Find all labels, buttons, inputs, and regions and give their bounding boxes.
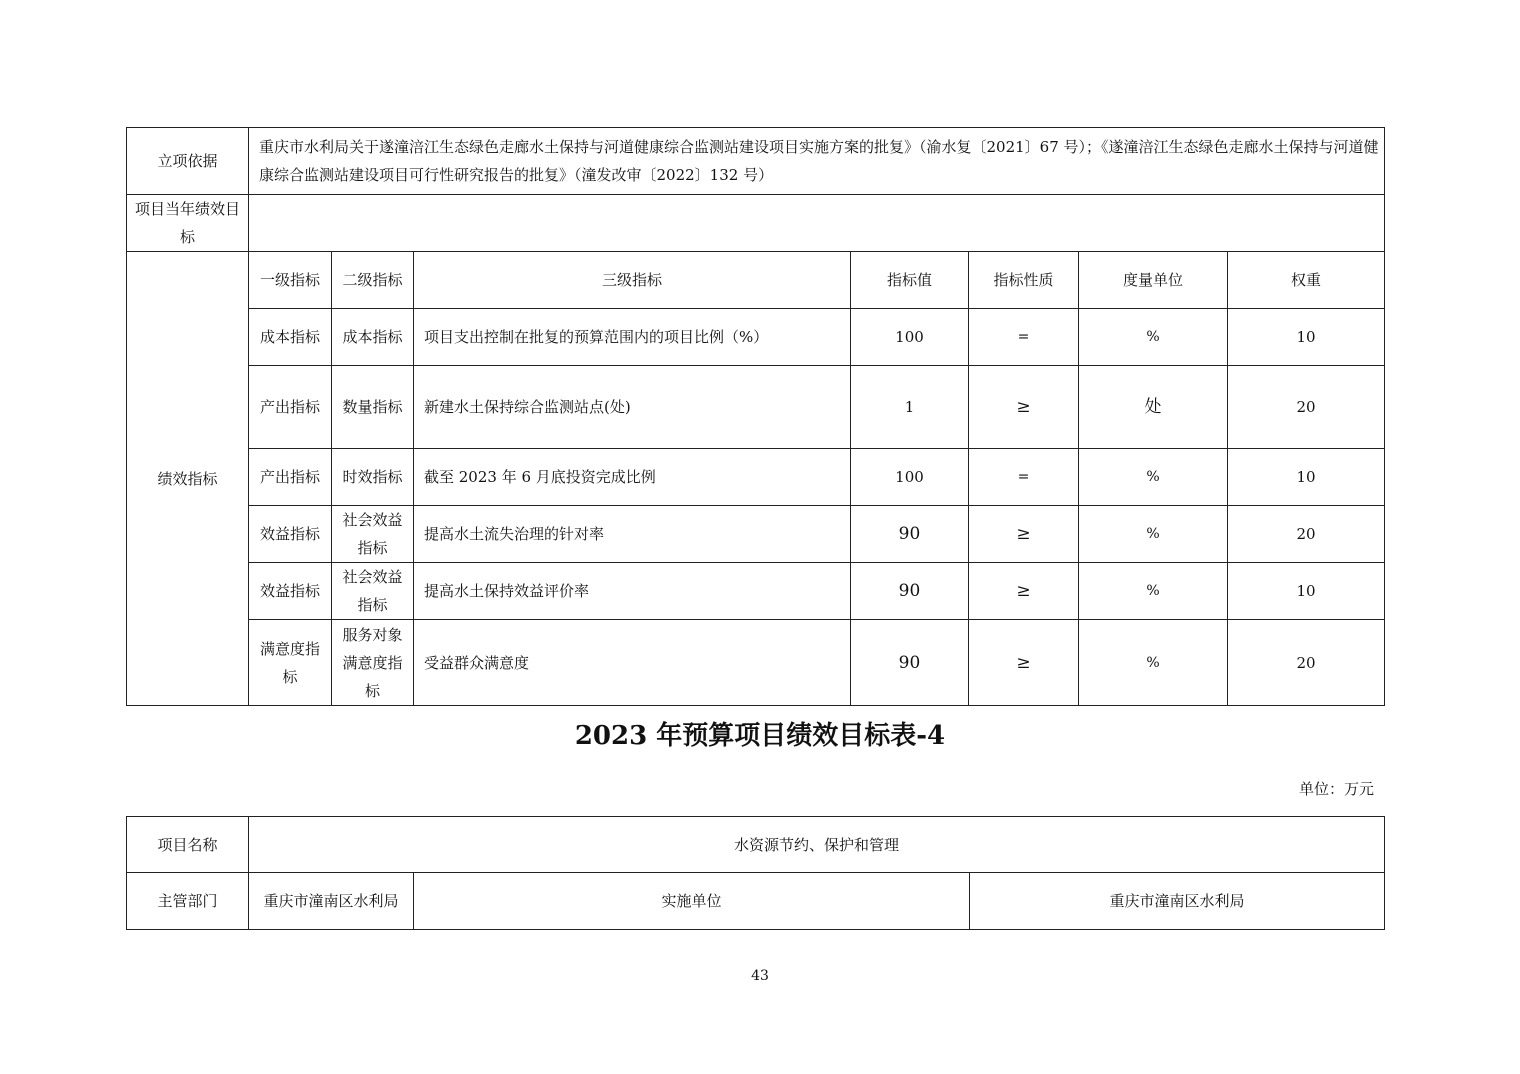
row-level2: 时效指标 (332, 449, 414, 506)
row-level1: 产出指标 (249, 449, 332, 506)
page-number: 43 (751, 968, 769, 984)
performance-indicators-table (126, 127, 1385, 706)
row-level3: 新建水土保持综合监测站点(处) (414, 366, 851, 449)
row-weight: 20 (1228, 620, 1385, 706)
impl-label: 实施单位 (414, 873, 970, 930)
table-row (127, 620, 1385, 706)
row-unit: % (1079, 449, 1228, 506)
row-weight: 10 (1228, 449, 1385, 506)
row-value: 90 (851, 506, 969, 563)
row-weight: 20 (1228, 506, 1385, 563)
header-row (127, 252, 1385, 309)
project-name-label: 项目名称 (127, 817, 249, 873)
table-row (127, 506, 1385, 563)
header-nature: 指标性质 (969, 252, 1079, 309)
dept-value: 重庆市潼南区水利局 (249, 873, 414, 930)
row-value: 100 (851, 309, 969, 366)
goal-label: 项目当年绩效目标 (127, 195, 249, 252)
row-unit: % (1079, 309, 1228, 366)
row-level3: 提高水土保持效益评价率 (414, 563, 851, 620)
row-nature: ≥ (969, 620, 1079, 706)
row-level2: 服务对象满意度指标 (332, 620, 414, 706)
row-level2: 社会效益指标 (332, 563, 414, 620)
row-level1: 效益指标 (249, 563, 332, 620)
row-level1: 产出指标 (249, 366, 332, 449)
row-weight: 10 (1228, 309, 1385, 366)
table-row (127, 309, 1385, 366)
row-value: 100 (851, 449, 969, 506)
row-level3: 截至 2023 年 6 月底投资完成比例 (414, 449, 851, 506)
row-unit: 处 (1079, 366, 1228, 449)
goal-text (249, 195, 1385, 252)
row-level1: 满意度指标 (249, 620, 332, 706)
row-level2: 社会效益指标 (332, 506, 414, 563)
header-level3: 三级指标 (414, 252, 851, 309)
table-row (127, 563, 1385, 620)
dept-label: 主管部门 (127, 873, 249, 930)
row-nature: = (969, 309, 1079, 366)
row-level3: 受益群众满意度 (414, 620, 851, 706)
table-row (127, 449, 1385, 506)
header-unit: 度量单位 (1079, 252, 1228, 309)
row-weight: 10 (1228, 563, 1385, 620)
row-value: 90 (851, 620, 969, 706)
basis-text: 重庆市水利局关于遂潼涪江生态绿色走廊水土保持与河道健康综合监测站建设项目实施方案的批复》（渝水复〔2021〕67 号）；《遂潼涪江生态绿色走廊水土保持与河道健康综合监测站建设项目可行性研究报告的批复》（潼发改审〔2022〕132 号） (249, 128, 1385, 195)
header-level1: 一级指标 (249, 252, 332, 309)
impl-value: 重庆市潼南区水利局 (970, 873, 1385, 930)
row-nature: ≥ (969, 506, 1079, 563)
header-level2: 二级指标 (332, 252, 414, 309)
project-name-value: 水资源节约、保护和管理 (249, 817, 1385, 873)
row-level3: 项目支出控制在批复的预算范围内的项目比例（%） (414, 309, 851, 366)
header-weight: 权重 (1228, 252, 1385, 309)
indicators-label: 绩效指标 (127, 252, 249, 706)
row-level1: 成本指标 (249, 309, 332, 366)
header-value: 指标值 (851, 252, 969, 309)
page-title: 2023 年预算项目绩效目标表-4 (574, 721, 946, 751)
row-unit: % (1079, 506, 1228, 563)
row-level1: 效益指标 (249, 506, 332, 563)
unit-note: 单位：万元 (1298, 780, 1374, 798)
row-nature: ≥ (969, 563, 1079, 620)
row-nature: ≥ (969, 366, 1079, 449)
row-level2: 数量指标 (332, 366, 414, 449)
row-unit: % (1079, 563, 1228, 620)
table-row (127, 366, 1385, 449)
row-value: 90 (851, 563, 969, 620)
row-level2: 成本指标 (332, 309, 414, 366)
basis-label: 立项依据 (127, 128, 249, 195)
row-level3: 提高水土流失治理的针对率 (414, 506, 851, 563)
project-info-table (126, 816, 1385, 930)
row-nature: = (969, 449, 1079, 506)
row-unit: % (1079, 620, 1228, 706)
row-value: 1 (851, 366, 969, 449)
row-weight: 20 (1228, 366, 1385, 449)
